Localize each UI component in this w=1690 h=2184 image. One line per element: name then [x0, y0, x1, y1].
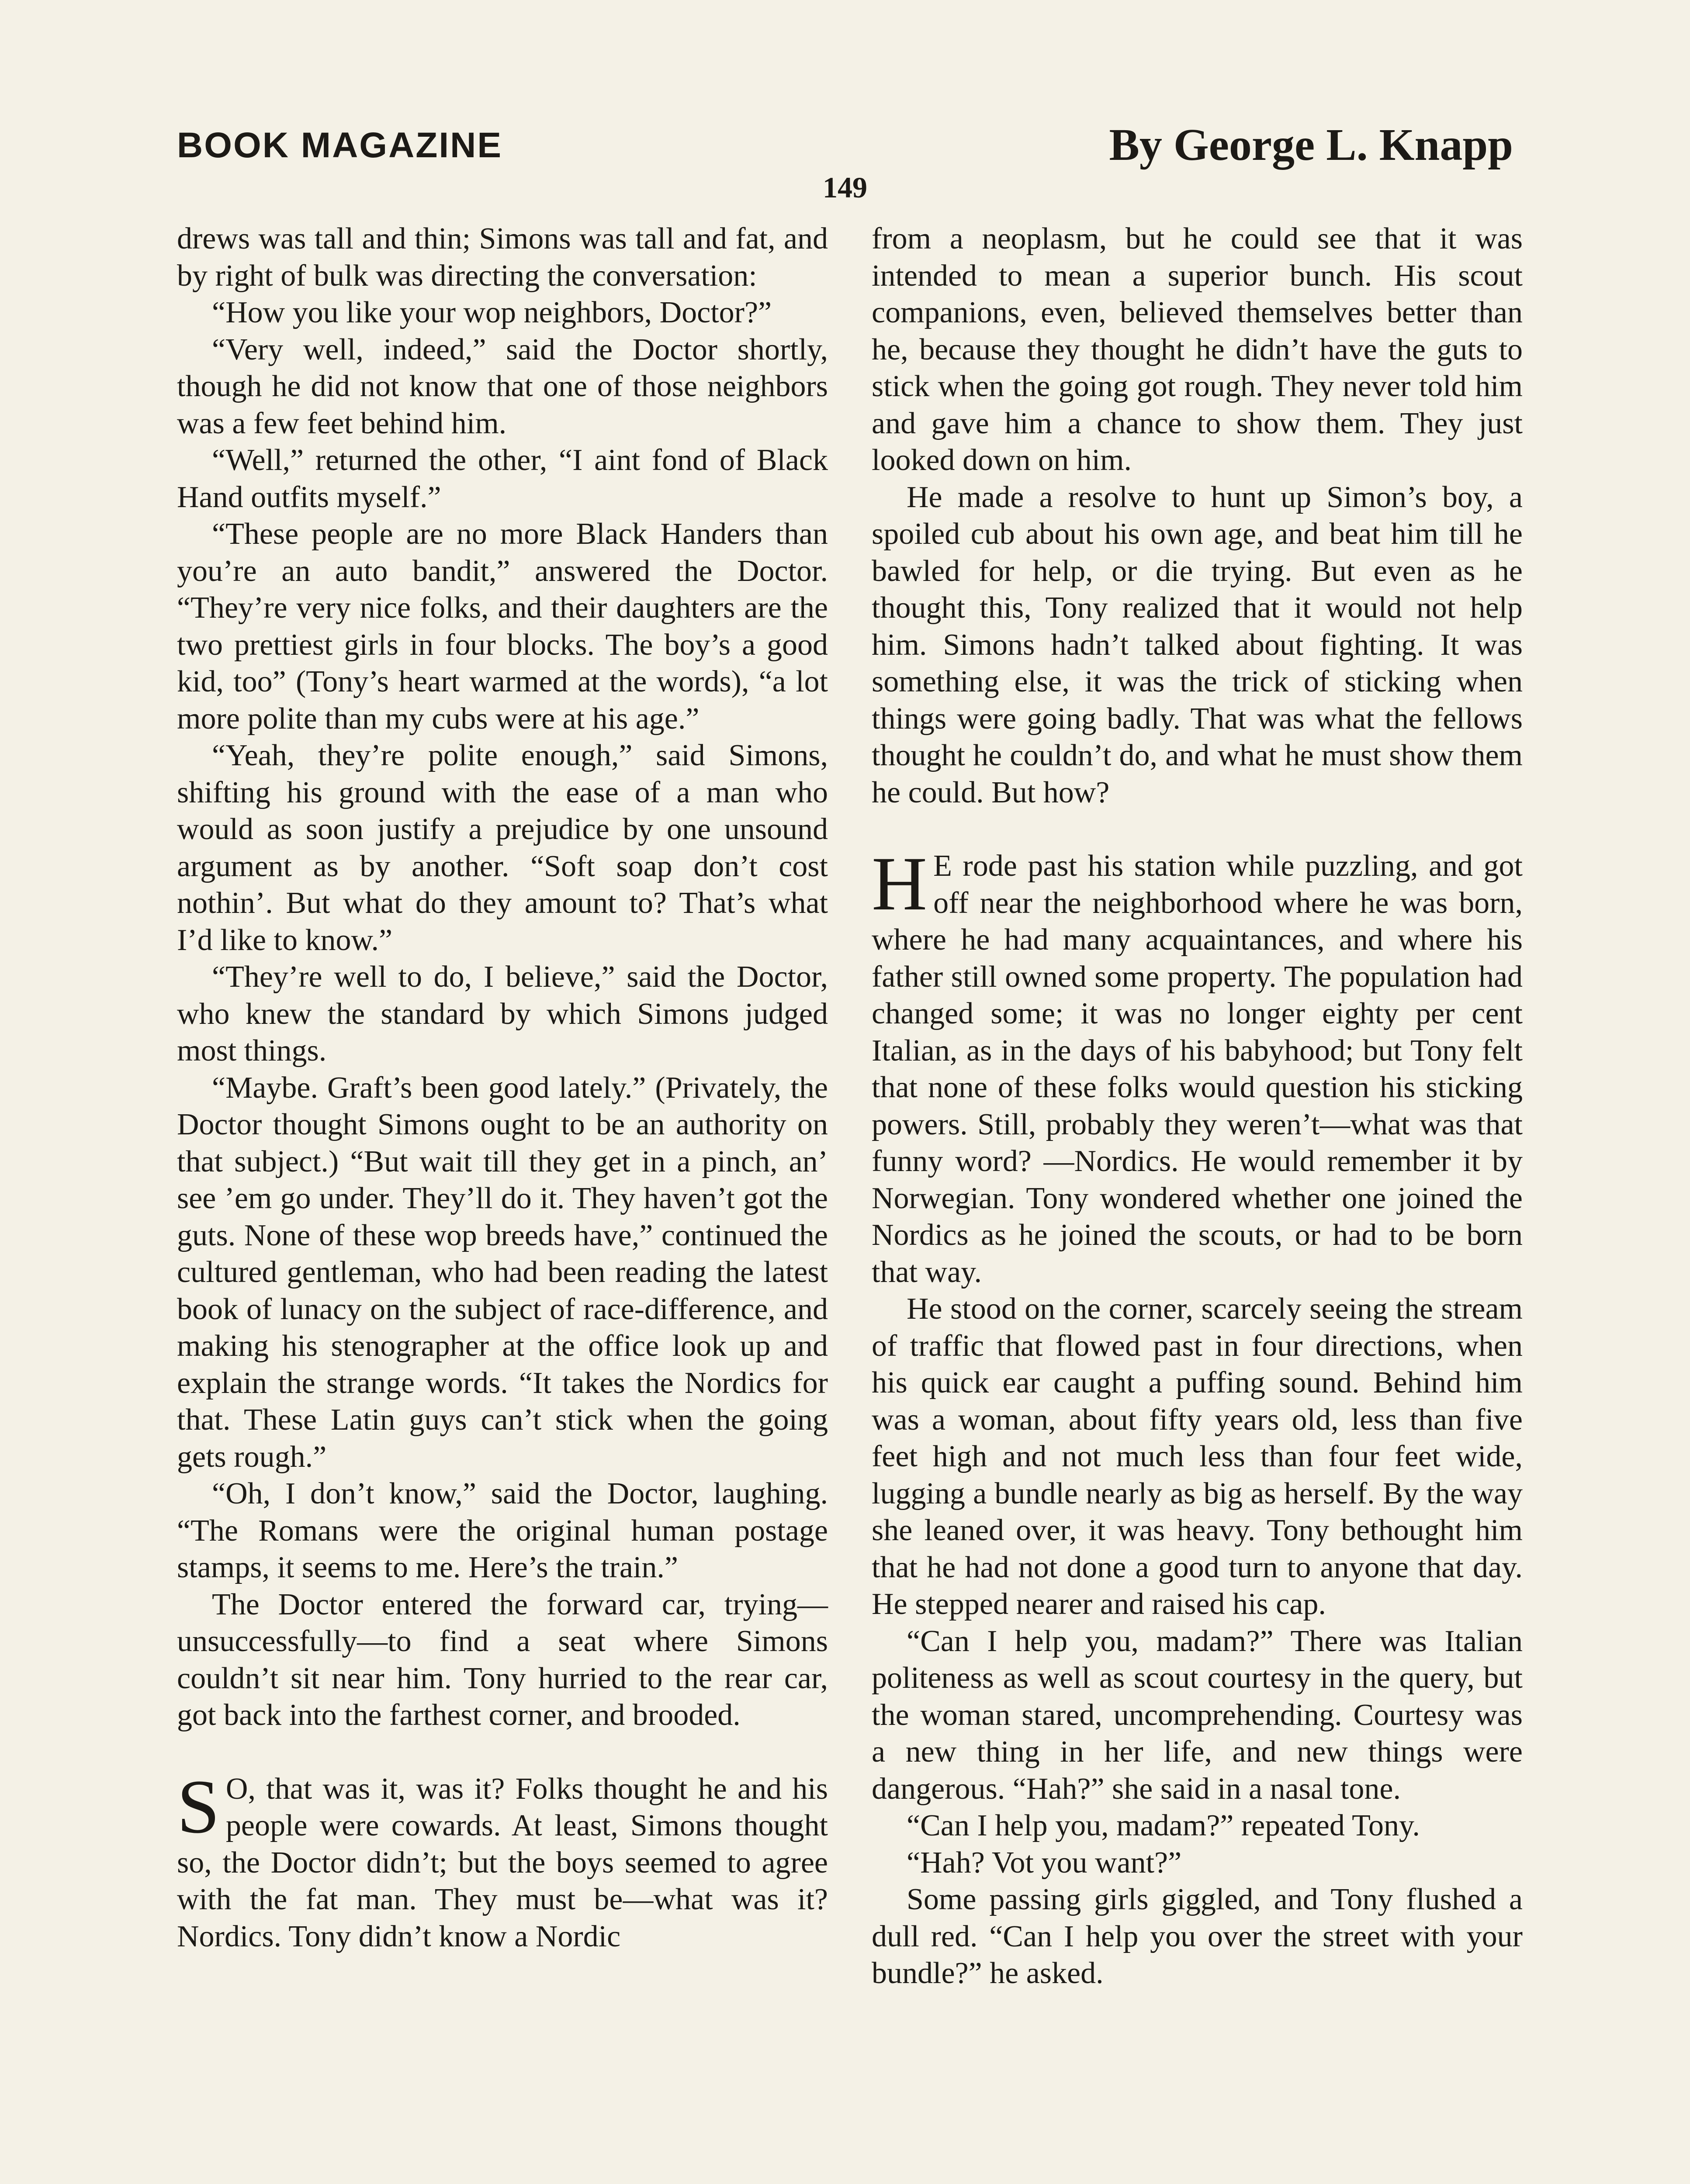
paragraph: “Yeah, they’re polite enough,” said Simons, shifting his ground with the ease of a man who would as soon justify a prejudice by one unsound argument as by another. “Soft soap don’t cost nothin’. But what do they amount to? That’s what I’d like to know.”: [177, 739, 828, 957]
paragraph: “How you like your wop neighbors, Doctor?”: [212, 296, 772, 329]
paragraph: “Can I help you, madam?” repeated Tony.: [907, 1809, 1420, 1842]
paragraph: “Oh, I don’t know,” said the Doctor, laughing. “The Romans were the original human postage stamps, it seems to me. Here’s the train.”: [177, 1477, 828, 1584]
drop-cap: H: [872, 841, 928, 926]
paragraph: from a neoplasm, but he could see that it was intended to mean a superior bunch. His scout companions, even, believed themselves better than he, because they thought he didn’t have the guts to stick when the going got rough. They never told him and gave him a chance to show them. They just looked down on him.: [872, 222, 1523, 477]
section-paragraph: [872, 841, 1523, 1291]
drop-cap: S: [177, 1764, 220, 1849]
paragraph: He made a resolve to hunt up Simon’s boy, a spoiled cub about his own age, and beat him till he bawled for help, or die trying. But even as he thought this, Tony realized that it would not help him. Simons hadn’t talked about fighting. It was something else, it was the trick of sticking when things were going badly. That was what the fellows thought he couldn’t do, and what he must show them he could. But how?: [872, 480, 1523, 809]
paragraph: “These people are no more Black Handers than you’re an auto bandit,” answered the Doctor. “They’re very nice folks, and their daughters are the two prettiest girls in four blocks. The boy’s a good kid, too” (Tony’s heart warmed at the words), “a lot more polite than my cubs were at his age.”: [177, 517, 828, 736]
author-byline: By George L. Knapp: [1109, 120, 1513, 170]
paragraph: “Can I help you, madam?” There was Italian politeness as well as scout courtesy in the query, but the woman stared, uncomprehending. Courtesy was a new thing in her life, and new things were dangerous. “Hah?” she said in a nasal tone.: [872, 1624, 1523, 1806]
left-column: [177, 221, 828, 1955]
right-column: [872, 221, 1523, 1992]
paragraph: “Very well, indeed,” said the Doctor shortly, though he did not know that one of those neighbors was a few feet behind him.: [177, 332, 828, 440]
section-text: E rode past his station while puzzling, and got off near the neighborhood where he was born, where he had many acquaintances, and where his father still owned some property. The population had changed some; it was no longer eighty per cent Italian, as in the days of his babyhood; but Tony felt that none of these folks would question his sticking powers. Still, probably they weren’t—what was that funny word? —Nordics. He would remember it by Norwegian. Tony wondered whether one joined the Nordics as he joined the scouts, or had to be born that way.: [872, 849, 1523, 1289]
paragraph: “Well,” returned the other, “I aint fond of Black Hand outfits myself.”: [177, 443, 828, 514]
publication-title: BOOK MAGAZINE: [177, 125, 503, 165]
page-number: 149: [823, 171, 867, 204]
paragraph: Some passing girls giggled, and Tony flushed a dull red. “Can I help you over the street with your bundle?” he asked.: [872, 1883, 1523, 1990]
paragraph: He stood on the corner, scarcely seeing the stream of traffic that flowed past in four directions, when his quick ear caught a puffing sound. Behind him was a woman, about fifty years old, less than five feet high and not much less than four feet wide, lugging a bundle nearly as big as herself. By the way she leaned over, it was heavy. Tony bethought him that he had not done a good turn to anyone that day. He stepped nearer and raised his cap.: [872, 1292, 1523, 1621]
running-head: [177, 119, 1513, 171]
section-paragraph: [177, 1764, 828, 1956]
paragraph: drews was tall and thin; Simons was tall and fat, and by right of bulk was directing the conversation:: [177, 222, 828, 293]
paragraph: The Doctor entered the forward car, trying—unsuccessfully—to find a seat where Simons couldn’t sit near him. Tony hurried to the rear car, got back into the farthest corner, and brooded.: [177, 1587, 828, 1732]
paragraph: “Maybe. Graft’s been good lately.” (Privately, the Doctor thought Simons ought to be an authority on that subject.) “But wait till they get in a pinch, an’ see ’em go under. They’ll do it. They haven’t got the guts. None of these wop breeds have,” continued the cultured gentleman, who had been reading the latest book of lunacy on the subject of race-difference, and making his stenographer at the office look up and explain the strange words. “It takes the Nordics for that. These Latin guys can’t stick when the going gets rough.”: [177, 1071, 828, 1474]
paragraph: “They’re well to do, I believe,” said the Doctor, who knew the standard by which Simons judged most things.: [177, 960, 828, 1068]
section-text: O, that was it, was it? Folks thought he and his people were cowards. At least, Simons thought so, the Doctor didn’t; but the boys seemed to agree with the fat man. They must be—what was it? Nordics. Tony didn’t know a Nordic: [177, 1772, 828, 1953]
paragraph: “Hah? Vot you want?”: [907, 1845, 1182, 1880]
